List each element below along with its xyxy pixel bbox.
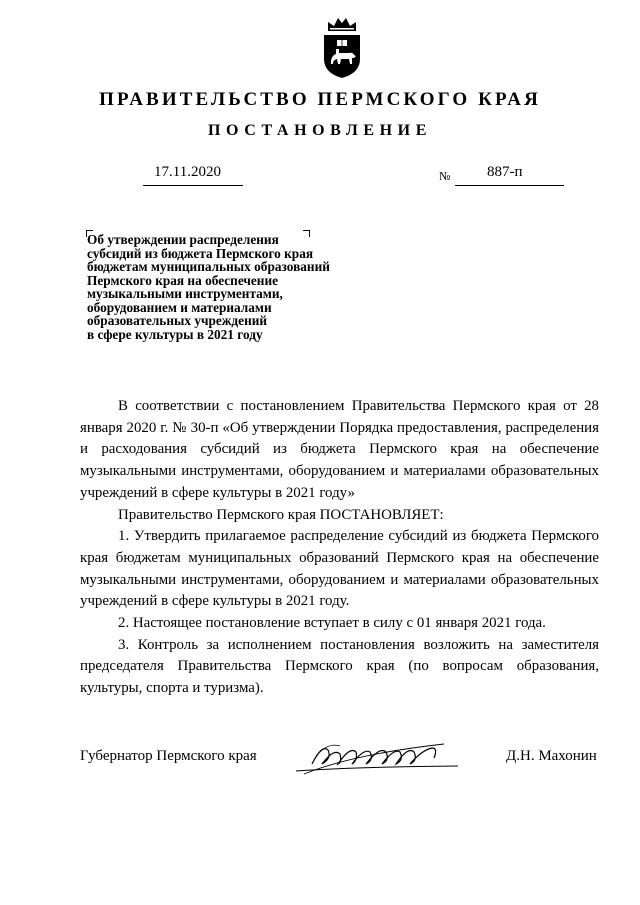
clause-3-paragraph: 3. Контроль за исполнением постановления возложить на заместителя председателя Правительства Пермского края (по вопросам образования, культуры, спорта и туризма).	[80, 636, 599, 697]
clause-2-paragraph: 2. Настоящее постановление вступает в силу с 01 января 2021 года.	[118, 615, 546, 632]
document-date: 17.11.2020	[154, 164, 221, 180]
coat-of-arms-icon	[322, 17, 362, 79]
subject-line: Об утверждении распределения	[87, 232, 279, 247]
document-date-field	[143, 163, 243, 186]
document-body	[80, 396, 599, 700]
subject-line: музыкальными инструментами,	[87, 286, 283, 301]
subject-line: оборудованием и материалами	[87, 299, 272, 315]
clause-1-paragraph: 1. Утвердить прилагаемое распределение субсидий из бюджета Пермского края бюджетам муниципальных образований Пермского края на обеспечение музыкальными инструментами, оборудованием и материалами образовательных учреждений в сфере культуры в 2021 году.	[80, 528, 599, 610]
document-type-title: ПОСТАНОВЛЕНИЕ	[208, 122, 432, 139]
preamble-paragraph: В соответствии с постановлением Правительства Пермского края от 28 января 2020 г. № 30-п «Об утверждении Порядка предоставления, распределения и расходования субсидий из бюджета Пермского края на обеспечение музыкальными инструментами, оборудованием и материалами образовательных учреждений в сфере культуры в 2021 году»	[80, 398, 599, 501]
document-number-field	[455, 163, 564, 186]
document-number: 887-п	[487, 164, 523, 180]
government-title: ПРАВИТЕЛЬСТВО ПЕРМСКОГО КРАЯ	[99, 89, 541, 110]
subject-line: субсидий из бюджета Пермского края	[87, 245, 314, 261]
subject-line: в сфере культуры в 2021 году	[87, 326, 263, 342]
subject-line: Пермского края на обеспечение	[87, 272, 279, 288]
resolves-paragraph: Правительство Пермского края ПОСТАНОВЛЯЕТ:	[118, 506, 444, 523]
subject-line: образовательных учреждений	[87, 313, 268, 328]
document-subject	[87, 233, 387, 341]
subject-line: бюджетам муниципальных образований	[87, 259, 330, 274]
number-sign: №	[439, 169, 451, 183]
handwritten-signature-icon	[294, 734, 460, 778]
signatory-name: Д.Н. Махонин	[506, 748, 597, 764]
signatory-position: Губернатор Пермского края	[80, 748, 257, 764]
